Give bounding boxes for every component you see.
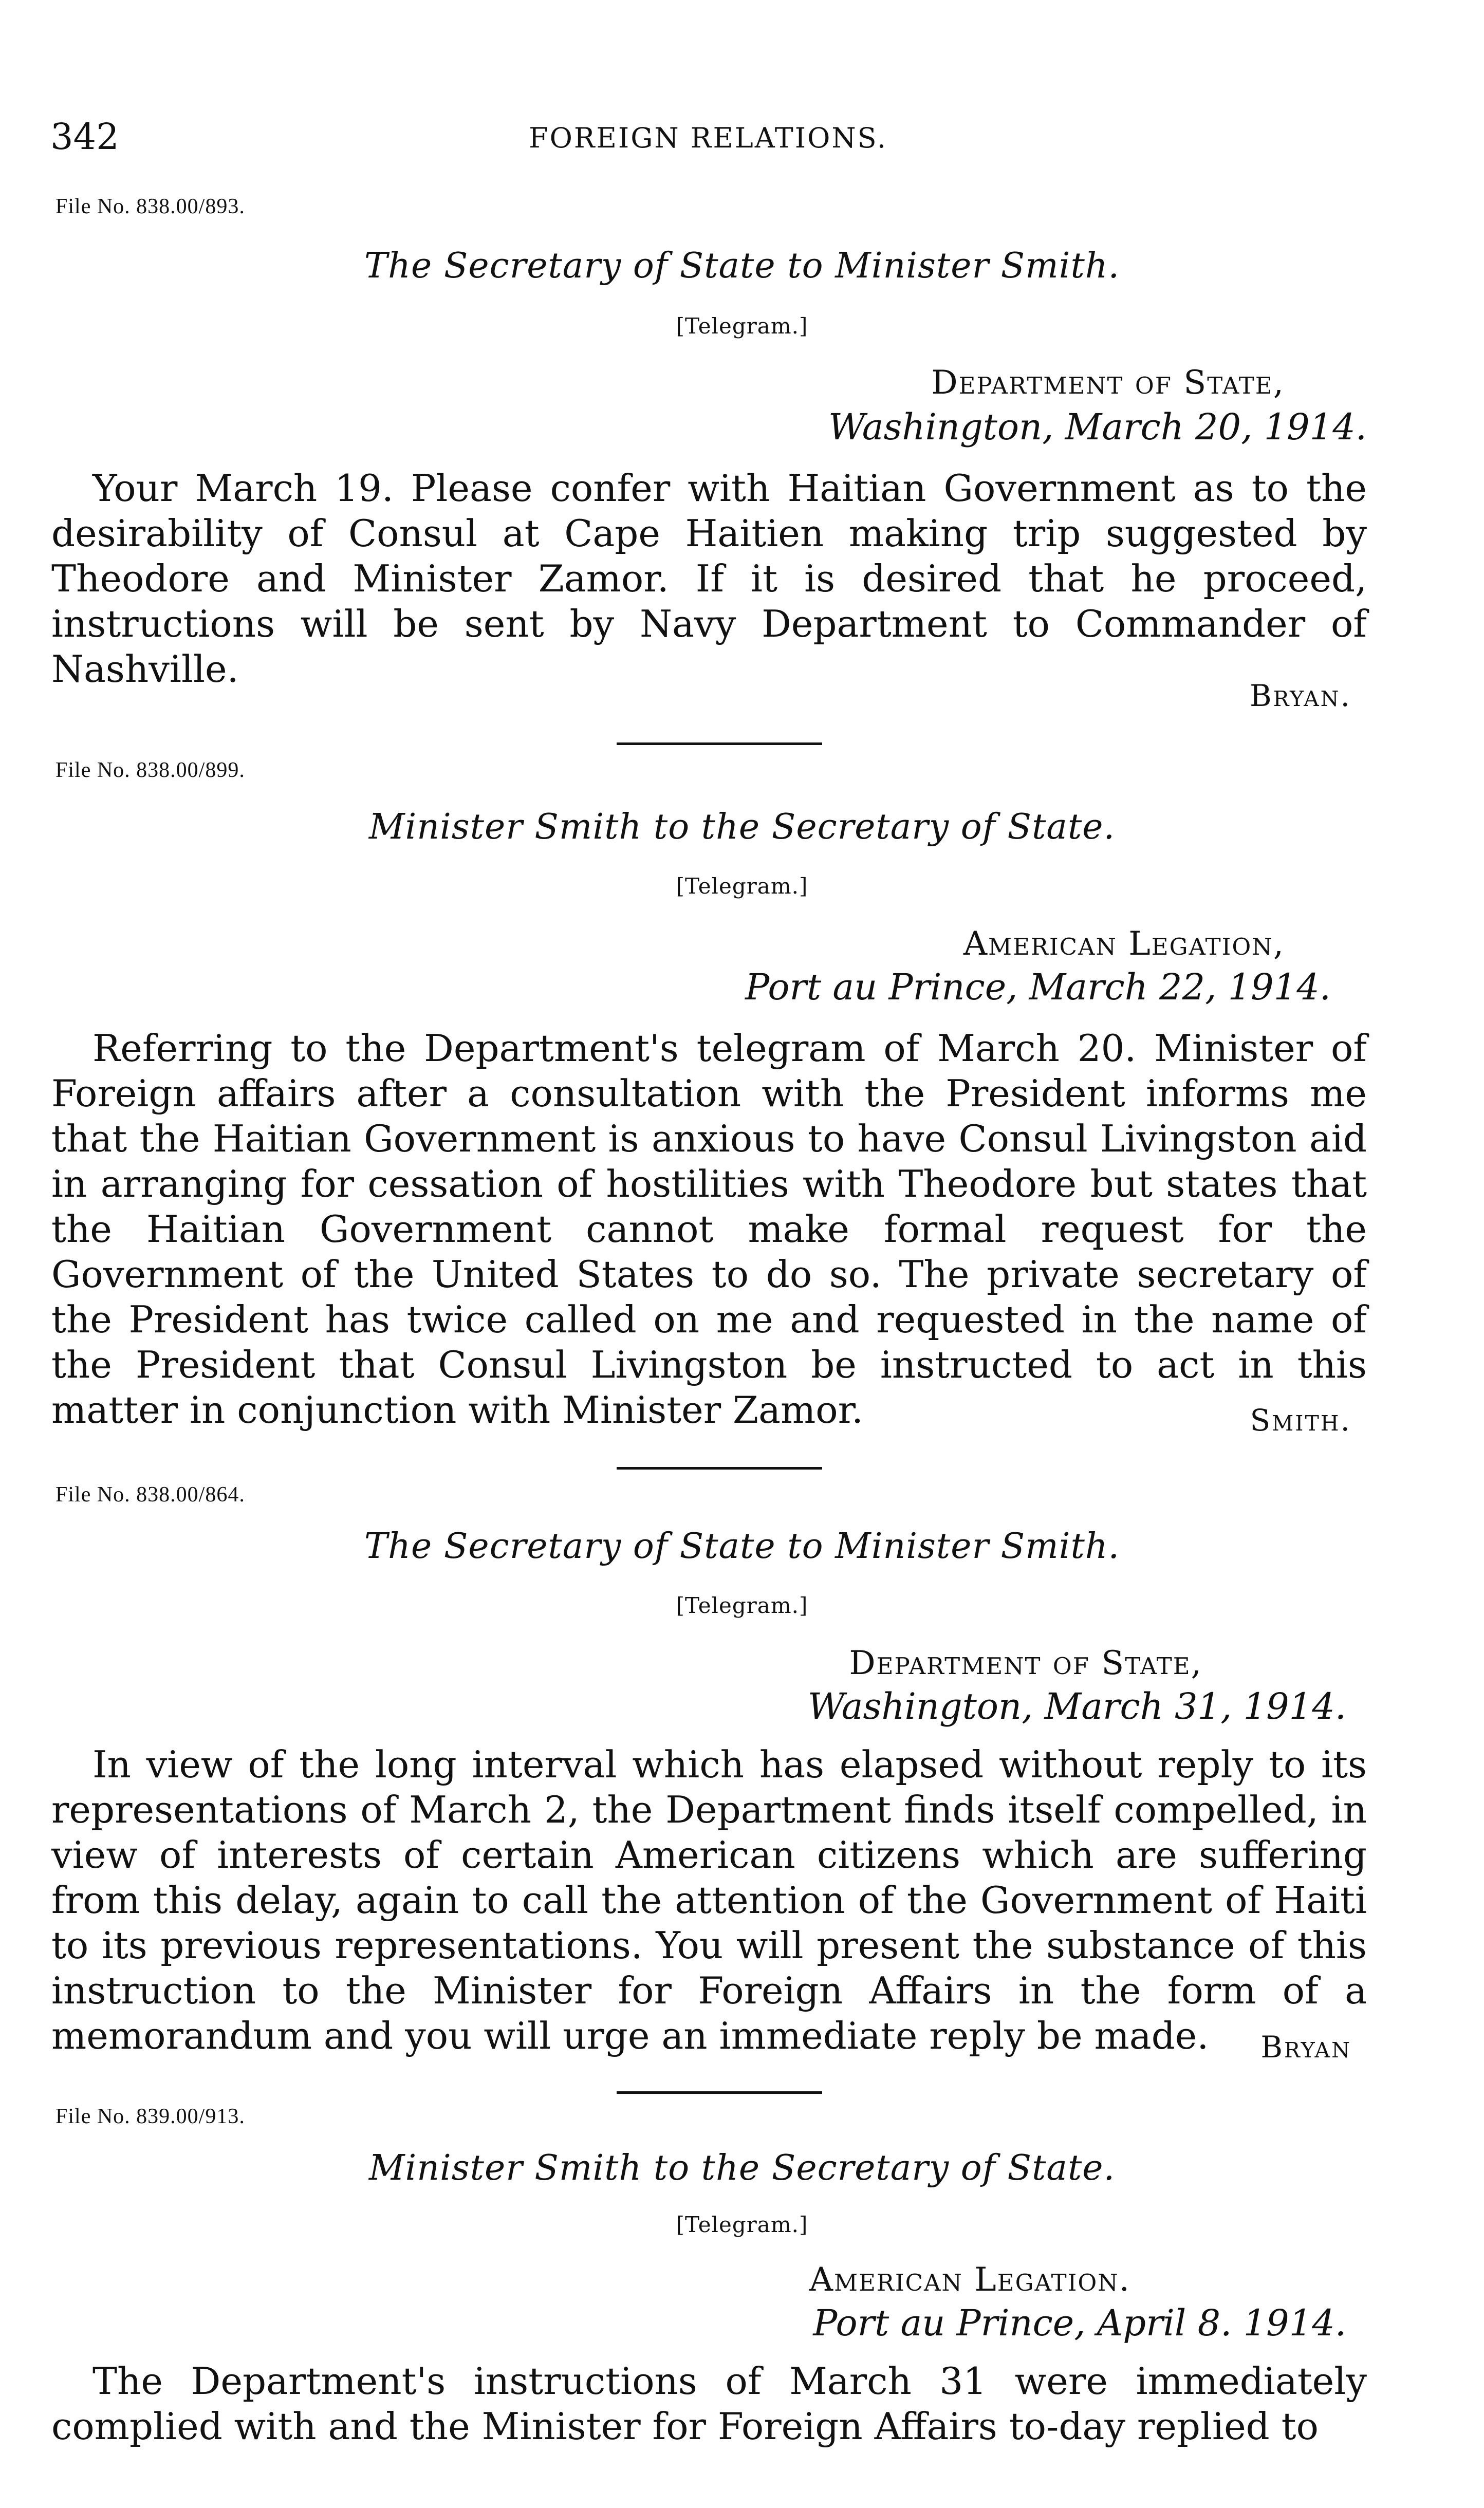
entry-title: The Secretary of State to Minister Smith. — [364, 1526, 1120, 1567]
sender — [0, 925, 1285, 963]
entry-body — [51, 466, 1367, 697]
telegram-label: [Telegram.] — [676, 313, 808, 339]
sender — [0, 1644, 1202, 1682]
telegram-label: [Telegram.] — [676, 1593, 808, 1618]
signature: Smith. — [1250, 1403, 1351, 1438]
page-header — [50, 116, 1366, 167]
sender-name: Department of State, — [931, 364, 1285, 402]
divider — [617, 2091, 822, 2094]
file-number: File No. 838.00/864. — [55, 1483, 245, 1507]
sender-name: Department of State, — [849, 1644, 1202, 1682]
file-number: File No. 838.00/893. — [55, 195, 245, 218]
place-date: Port au Prince, March 22, 1914. — [745, 966, 1331, 1008]
page-number: 342 — [50, 116, 119, 158]
sender — [0, 364, 1285, 402]
place-date: Washington, March 31, 1914. — [807, 1685, 1346, 1727]
signature: Bryan — [1260, 2030, 1351, 2065]
body-text: In view of the long interval which has elapsed without reply to its representations of March 2, the Department finds itself compelled, in view of interests of certain American citizens which are suffering from this delay, again to call the attention of the Government of Haiti to its previous representations. You will present the substance of this instruction to the Minister for Foreign Affairs in the form of a memorandum and you will urge an immediate reply be made. — [51, 1743, 1367, 2057]
signature: Bryan. — [1249, 678, 1351, 713]
file-number: File No. 839.00/913. — [55, 2105, 245, 2128]
sender-name: American Legation, — [963, 925, 1285, 963]
telegram-label: [Telegram.] — [676, 2212, 808, 2237]
entry-title: The Secretary of State to Minister Smith. — [364, 246, 1120, 286]
running-title: FOREIGN RELATIONS. — [529, 122, 887, 154]
telegram-label: [Telegram.] — [676, 874, 808, 899]
divider — [617, 742, 822, 745]
entry-title: Minister Smith to the Secretary of State. — [368, 2148, 1116, 2188]
place-date: Washington, March 20, 1914. — [828, 406, 1367, 448]
entry-body — [51, 2358, 1367, 2461]
body-text: The Department's instructions of March 31 were immediately complied with and the Minister for Foreign Affairs to-day replied to — [51, 2360, 1367, 2448]
sender-name: American Legation. — [809, 2261, 1130, 2299]
entry-title: Minister Smith to the Secretary of State. — [368, 807, 1116, 847]
file-number: File No. 838.00/899. — [55, 758, 245, 782]
sender — [0, 2261, 1130, 2299]
divider — [617, 1467, 822, 1470]
place-date: Port au Prince, April 8. 1914. — [813, 2302, 1346, 2344]
body-text: Referring to the Department's telegram of March 20. Minister of Foreign affairs after a consultation with the President informs me that the Haitian Government is anxious to have Consul Livingston aid in arranging for cessation of hostilities with Theodore but states that the Haitian Government cannot make formal request for the Government of the United States to do so. The private secretary of the President has twice called on me and requested in the name of the President that Consul Livingston be instructed to act in this matter in conjunction with Minister Zamor. — [51, 1027, 1367, 1432]
body-text: Your March 19. Please confer with Haitian Government as to the desirability of Consul at Cape Haitien making trip suggested by Theodore and Minister Zamor. If it is desired that he proceed, instructions will be sent by Navy Department to Commander of Nashville. — [51, 467, 1367, 691]
